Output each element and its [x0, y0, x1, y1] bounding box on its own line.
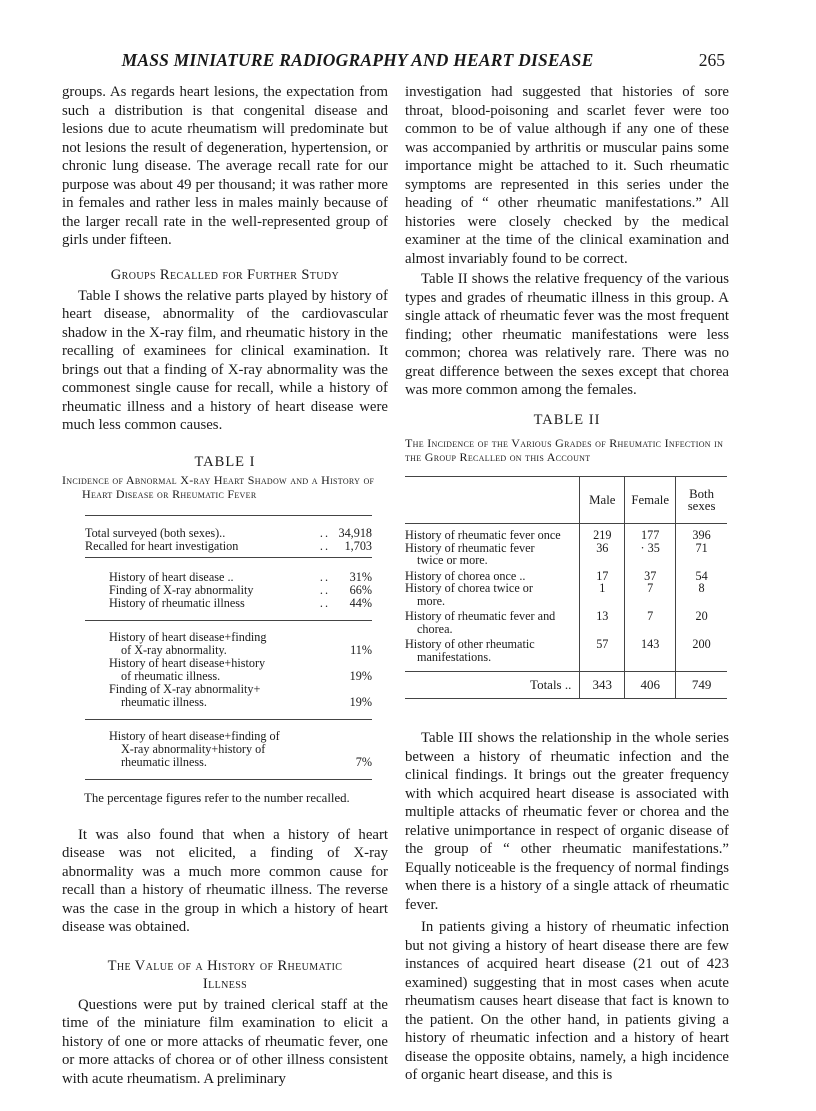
leader-dots: .. [319, 570, 330, 584]
leader-dots: .. [319, 526, 330, 540]
row-value: 11% [350, 643, 372, 657]
cell-male: 17 [580, 567, 625, 583]
section-heading-line: Illness [202, 975, 248, 992]
cell-male: 219 [580, 524, 625, 542]
row-value: 31% [349, 570, 372, 584]
cell-female: 406 [625, 672, 676, 699]
row-label [85, 631, 330, 657]
paragraph: In patients giving a history of rheumatic infection but not giving a history of heart disease there are few instances of acquired heart disease (21 out of 423 examined) suggesting that in most cases when acute rheumatism causes heart disease that fact is known to the patient. On the other hand, in patients giving a history of rheumatic infection and a history of heart disease the opposite obtains, namely, a high incidence of organic heart disease, and this is [405, 919, 729, 1083]
row-label: Recalled for heart investigation [85, 539, 239, 553]
table-title: TABLE II [533, 411, 601, 428]
row-value: 44% [349, 596, 372, 610]
paragraph: Questions were put by trained clerical staff at the time of the miniature film examination to elicit a history of one or more attacks of rheumatic fever, one or more attacks of chorea or of other illness consistent with acute rheumatism. A preliminary [62, 996, 388, 1087]
cell-male: 343 [580, 672, 625, 699]
right-column [405, 83, 729, 1085]
table-row [405, 607, 727, 635]
header-cell: Male [580, 477, 625, 524]
cell-both: 54 [676, 567, 727, 583]
table-header-row [405, 477, 727, 524]
table-row [85, 683, 372, 709]
table-1-single-causes [85, 558, 372, 621]
header-cell: Female [625, 477, 676, 524]
cell-male: 36 [580, 542, 625, 567]
section-heading-line: The Value of a History of Rheumatic [107, 957, 343, 974]
table-row [85, 597, 372, 610]
table-1-triple-causes [85, 720, 372, 780]
header-cell [676, 477, 727, 524]
paragraph: Table III shows the relationship in the whole series between a history of rheumatic infection and the clinical findings. It brings out the greater frequency with which acquired heart disease is associated with multiple attacks of rheumatic fever or chorea and the relative unimportance in respect of organic disease of the group of “ other rheumatic manifestations.” Equally noticeable is the frequency of normal findings when there is a history of a single attack of rheumatic fever. [405, 730, 729, 913]
cell-female: 37 [625, 567, 676, 583]
row-label: Finding of X-ray abnormality [109, 583, 254, 597]
paragraph: Table II shows the relative frequency of the various types and grades of rheumatic illness in this group. A single attack of rheumatic fever was the most frequent finding; other rheumatic manifestations were less common; chorea was relatively rare. There was no great difference between the sexes except that chorea was more common among the females. [405, 271, 729, 398]
table-note: The percentage figures refer to the number recalled. [84, 791, 350, 805]
row-label [405, 607, 580, 635]
row-value: 66% [349, 583, 372, 597]
table-row [405, 635, 727, 672]
row-value: 19% [349, 669, 372, 683]
paragraph: investigation had suggested that histories of sore throat, blood-poisoning and scarlet fever were too common to be of value although if any one of these was accompanied by arthritis or muscular pains some importance might be attached to it. Such rheumatic symptoms are represented in this series under the heading of “ other rheumatic manifestations.” All histories were closely checked by the medical examiner at the time of the clinical examination and almost invariably found to be correct. [405, 84, 729, 267]
row-label: History of rheumatic fever once [405, 528, 561, 542]
table-row [85, 730, 372, 769]
row-label-line: more. [417, 593, 446, 608]
cell-male: 13 [580, 607, 625, 635]
cell-both: 71 [676, 542, 727, 567]
section-heading: Groups Recalled for Further Study [110, 266, 340, 283]
cell-both: 20 [676, 607, 727, 635]
row-label-line: rheumatic illness. [121, 755, 207, 769]
cell-female: 7 [625, 582, 676, 607]
row-label-line: History of rheumatic fever [405, 540, 535, 555]
row-label: History of heart disease .. [109, 570, 234, 584]
running-title: MASS MINIATURE RADIOGRAPHY AND HEART DISEASE [121, 50, 594, 70]
row-label-line: History of chorea twice or [405, 581, 533, 595]
row-label: History of rheumatic illness [109, 596, 245, 610]
page-number: 265 [698, 50, 725, 70]
paragraph: It was also found that when a history of heart disease was not elicited, a finding of X-ray abnormality was a much more common cause for recall than a history of rheumatic illness. The reverse was the case in the group in which a history of heart disease was obtained. [62, 826, 388, 935]
row-label [405, 635, 580, 672]
row-label [405, 582, 580, 607]
table-1-double-causes [85, 621, 372, 720]
table-1-totals [85, 515, 372, 558]
table-row [405, 582, 727, 607]
table-row [405, 542, 727, 567]
cell-male: 57 [580, 635, 625, 672]
row-label-line: manifestations. [417, 649, 492, 664]
table-caption: Incidence of Abnormal X-ray Heart Shadow and a History of Heart Disease or Rheumatic Fever [62, 473, 375, 501]
row-label-line: History of rheumatic fever and [405, 609, 556, 623]
table-row [405, 524, 727, 542]
table-totals-row [405, 672, 727, 699]
row-label-line: History of heart disease+finding [109, 630, 267, 644]
header-cell [405, 477, 580, 524]
left-column [62, 83, 388, 1088]
section-heading [62, 957, 388, 993]
row-label [85, 657, 330, 683]
row-label-line: History of other rheumatic [405, 637, 535, 651]
running-header [60, 50, 725, 76]
header-line: Both [689, 486, 715, 501]
row-label-line: X-ray abnormality+history of [121, 742, 266, 756]
cell-female: 177 [625, 524, 676, 542]
leader-dots: .. [319, 539, 330, 553]
row-label [405, 542, 580, 567]
paragraph: groups. As regards heart lesions, the expectation from such a distribution is that congenital disease and lesions due to acute rheumatism will predominate but not lesions the result of degeneration, hypertension, or chronic lung disease. The average recall rate for our purpose was about 49 per thousand; it was rather more in females and rather less in males mainly because of the larger recall rate in the well-represented group of girls under fifteen. [62, 84, 388, 248]
cell-female: 7 [625, 607, 676, 635]
table-caption: The Incidence of the Various Grades of Rheumatic Infection in the Group Recalled on this Account [405, 436, 724, 464]
table-row [85, 540, 372, 553]
row-value: 7% [355, 755, 372, 769]
row-value: 34,918 [338, 526, 372, 540]
row-label [85, 730, 330, 769]
row-label: Total surveyed (both sexes).. [85, 526, 226, 540]
table-2 [405, 476, 727, 699]
table-row [405, 567, 727, 583]
row-label-line: of rheumatic illness. [121, 669, 221, 683]
header-line: sexes [687, 499, 716, 513]
row-label-line: twice or more. [417, 553, 488, 567]
row-value: 1,703 [344, 539, 372, 553]
paragraph: Table I shows the relative parts played by history of heart disease, abnormality of the cardiovascular shadow in the X-ray film, and rheumatic history in the recalling of examinees for clinical examination. It brings out that a finding of X-ray abnormality was the commonest single cause for recall, while a history of rheumatic illness and a history of heart disease were much less common causes. [62, 287, 388, 433]
leader-dots: .. [319, 596, 330, 610]
row-label-line: rheumatic illness. [121, 695, 207, 709]
cell-both: 749 [676, 672, 727, 699]
row-label-line: chorea. [417, 621, 453, 636]
totals-label: Totals .. [405, 672, 580, 699]
cell-both: 8 [676, 582, 727, 607]
cell-male: 1 [580, 582, 625, 607]
row-label-line: Finding of X-ray abnormality+ [109, 682, 261, 696]
table-row [85, 657, 372, 683]
cell-both: 396 [676, 524, 727, 542]
table-1 [85, 515, 372, 780]
row-value: 19% [349, 695, 372, 709]
cell-female: 143 [625, 635, 676, 672]
row-label-line: History of heart disease+finding of [109, 729, 280, 743]
leader-dots: .. [319, 583, 330, 597]
row-label [85, 683, 330, 709]
table-row [85, 631, 372, 657]
table-title: TABLE I [194, 453, 256, 470]
row-label-line: History of heart disease+history [109, 656, 266, 670]
row-label-line: of X-ray abnormality. [121, 643, 227, 657]
row-label: History of chorea once .. [405, 568, 526, 583]
cell-both: 200 [676, 635, 727, 672]
cell-female: · 35 [625, 542, 676, 567]
